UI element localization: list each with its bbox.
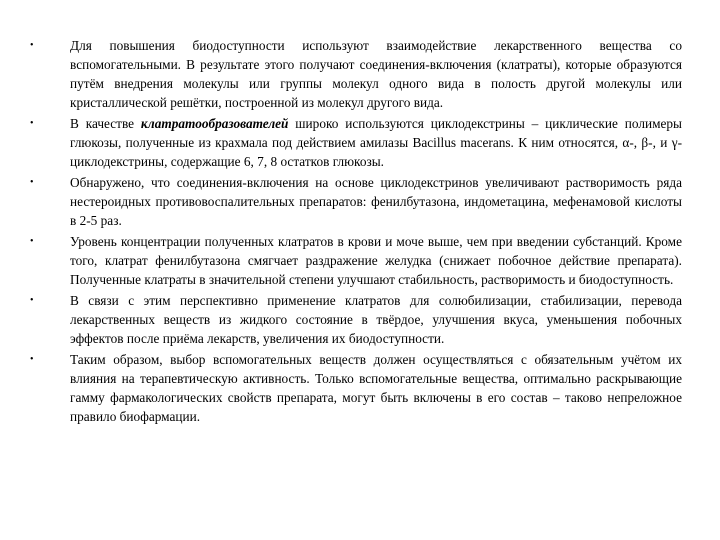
bullet-text: Таким образом, выбор вспомогательных веществ должен осуществляться с обязательным учётом их влияния на терапевтическую активность. Только вспомогательные вещества, оптимально раскрывающие гамму фармакологических свойств препарата, могут быть включены в его состав – таково непреложное правило биофармации. [70, 352, 682, 424]
bullet-item-uroven [30, 232, 682, 289]
bullet-dot-icon: • [30, 118, 34, 129]
bullet-dot-icon: • [30, 354, 34, 365]
bullet-dot-icon: • [30, 236, 34, 247]
bullet-item-vyvod [30, 350, 682, 426]
bullet-dot-icon: • [30, 295, 34, 306]
bullet-list [30, 36, 682, 428]
bullet-item-biodostupnost [30, 36, 682, 112]
bullet-item-perspektivno [30, 291, 682, 348]
bullet-dot-icon: • [30, 177, 34, 188]
bullet-text-before: В качестве [70, 116, 141, 131]
bullet-text-after: широко используются циклодекстрины – циклические полимеры глюкозы, полученные из крахмала под действием амилазы Bacillus macerans. К ним относятся, α-, β-, и γ-циклодекстрины, содержащие 6, 7, 8 остатков глюкозы. [70, 116, 682, 169]
bullet-dot-icon: • [30, 40, 34, 51]
bullet-text: Для повышения биодоступности используют взаимодействие лекарственного вещества со вспомогательными. В результате этого получают соединения-включения (клатраты), которые образуются путём внедрения молекулы или группы молекул одного вида в полость другой молекулы или кристаллической решётки, построенной из молекул другого вида. [70, 38, 682, 110]
bullet-text-emphasis: клатратообразователей [140, 116, 289, 131]
bullet-item-obnaruzheno [30, 173, 682, 230]
bullet-text: Обнаружено, что соединения-включения на основе циклодекстринов увеличивают растворимость ряда нестероидных противовоспалительных препаратов: фенилбутазона, индометацина, мефенамовой кислоты в 2-5 раз. [70, 175, 682, 228]
bullet-item-klatratoobrazovateli [30, 114, 682, 171]
bullet-text: В связи с этим перспективно применение клатратов для солюбилизации, стабилизации, перевода лекарственных веществ из жидкого состояние в твёрдое, улучшения вкуса, уменьшения побочных эффектов после приёма лекарств, увеличения их биодоступности. [70, 293, 682, 346]
bullet-text: Уровень концентрации полученных клатратов в крови и моче выше, чем при введении субстанций. Кроме того, клатрат фенилбутазона смягчает раздражение желудка (снижает побочное действие препарата). Полученные клатраты в значительной степени улучшают стабильность, растворимость и биодоступность. [70, 234, 682, 287]
